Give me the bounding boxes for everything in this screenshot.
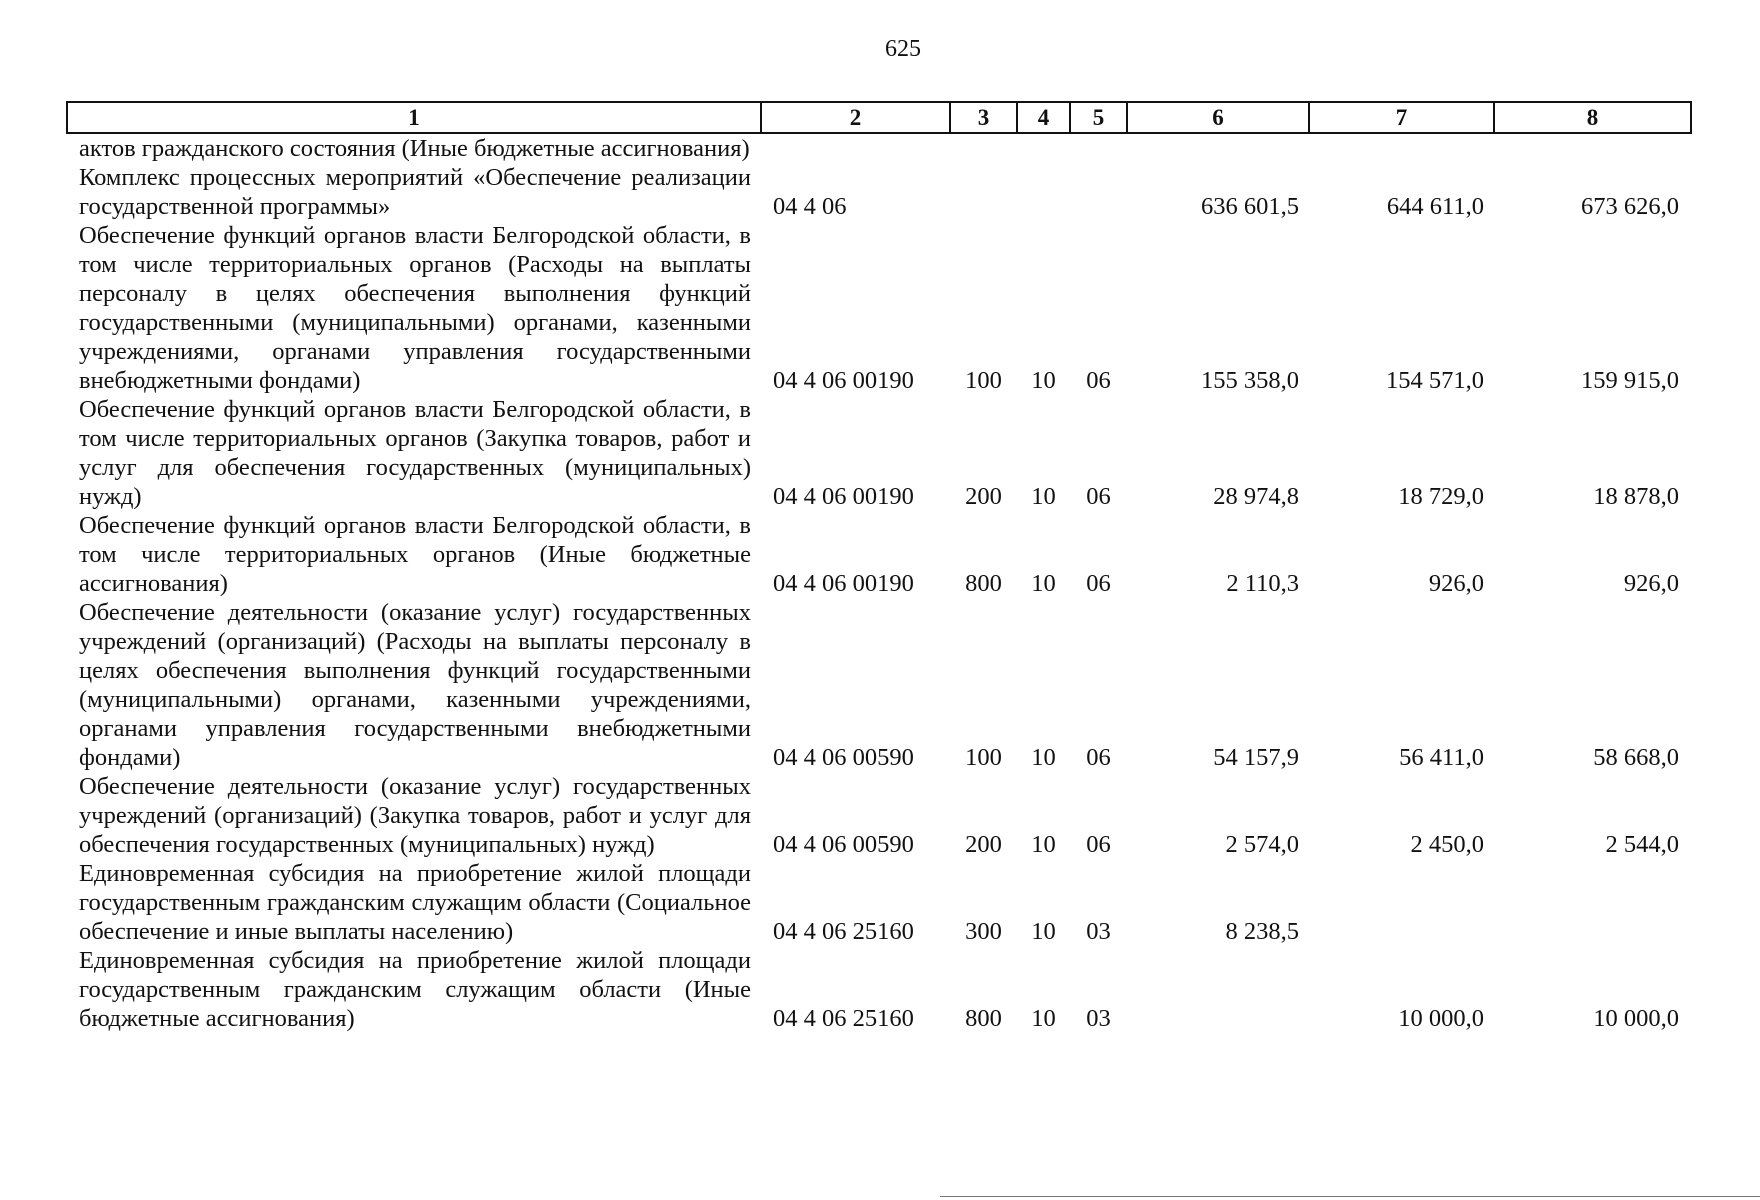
row-code: 04 4 06 00190 xyxy=(773,367,914,394)
row-amount-7: 926,0 xyxy=(1428,570,1484,597)
row-col3: 300 xyxy=(965,918,1002,945)
row-code: 04 4 06 25160 xyxy=(773,1005,914,1032)
row-description: Комплекс процессных мероприятий «Обеспечение реализации государственной программы» xyxy=(79,164,751,220)
row-amount-8: 673 626,0 xyxy=(1581,193,1679,220)
row-description: Обеспечение функций органов власти Белгородской области, в том числе территориальных органов (Расходы на выплаты персоналу в целях обеспечения выполнения функций государственными (муниципальными) органами, казенными учреждениями, органами управления государственными внебюджетными фондами) xyxy=(79,222,751,394)
row-amount-6: 28 974,8 xyxy=(1213,483,1299,510)
row-description: Единовременная субсидия на приобретение жилой площади государственным гражданским служащим области (Социальное обеспечение и иные выплаты населению) xyxy=(79,860,751,945)
row-amount-7: 56 411,0 xyxy=(1399,744,1484,771)
column-header-2: 2 xyxy=(761,102,950,133)
column-header-6: 6 xyxy=(1127,102,1309,133)
row-amount-8 xyxy=(1494,859,1691,946)
column-header-5: 5 xyxy=(1070,102,1127,133)
row-amount-8: 58 668,0 xyxy=(1593,744,1679,771)
row-code: 04 4 06 00590 xyxy=(773,831,914,858)
row-col5 xyxy=(1070,163,1127,221)
row-col3: 200 xyxy=(965,831,1002,858)
column-header-8: 8 xyxy=(1494,102,1691,133)
row-amount-6: 2 110,3 xyxy=(1226,570,1299,597)
row-col3: 100 xyxy=(965,744,1002,771)
row-col5: 06 xyxy=(1086,367,1111,394)
row-col3: 800 xyxy=(965,1005,1002,1032)
row-description: актов гражданского состояния (Иные бюджетные ассигнования) xyxy=(79,135,750,162)
row-col4: 10 xyxy=(1031,831,1056,858)
row-col3: 100 xyxy=(965,367,1002,394)
row-amount-7: 18 729,0 xyxy=(1398,483,1484,510)
row-description: Обеспечение функций органов власти Белгородской области, в том числе территориальных органов (Закупка товаров, работ и услуг для обеспечения государственных (муниципальных) нужд) xyxy=(79,396,751,510)
row-col5: 03 xyxy=(1086,1005,1111,1032)
row-amount-6: 636 601,5 xyxy=(1201,193,1299,220)
table-row xyxy=(67,395,1691,511)
column-header-3: 3 xyxy=(950,102,1017,133)
row-col3: 800 xyxy=(965,570,1002,597)
row-code: 04 4 06 00590 xyxy=(773,744,914,771)
table-row xyxy=(67,221,1691,395)
row-code: 04 4 06 00190 xyxy=(773,483,914,510)
bottom-rule xyxy=(940,1196,1760,1197)
row-amount-6 xyxy=(1127,946,1309,1033)
row-col4: 10 xyxy=(1031,570,1056,597)
row-amount-6 xyxy=(1127,133,1309,163)
row-amount-7 xyxy=(1309,859,1494,946)
table-row xyxy=(67,946,1691,1033)
page-number: 625 xyxy=(885,36,921,62)
row-col4: 10 xyxy=(1031,367,1056,394)
row-description: Обеспечение деятельности (оказание услуг) государственных учреждений (организаций) (Закупка товаров, работ и услуг для обеспечения государственных (муниципальных) нужд) xyxy=(79,773,751,858)
row-amount-8: 10 000,0 xyxy=(1593,1005,1679,1032)
row-amount-7: 2 450,0 xyxy=(1410,831,1484,858)
row-col5: 03 xyxy=(1086,918,1111,945)
row-amount-6: 2 574,0 xyxy=(1225,831,1299,858)
row-col4: 10 xyxy=(1031,483,1056,510)
row-amount-7 xyxy=(1309,133,1494,163)
row-amount-6: 54 157,9 xyxy=(1213,744,1299,771)
budget-table xyxy=(66,101,1692,1033)
column-header-1: 1 xyxy=(67,102,761,133)
table-row xyxy=(67,511,1691,598)
row-col4: 10 xyxy=(1031,744,1056,771)
row-col4: 10 xyxy=(1031,918,1056,945)
row-amount-8: 926,0 xyxy=(1623,570,1679,597)
row-col5: 06 xyxy=(1086,570,1111,597)
table-row xyxy=(67,859,1691,946)
row-col4: 10 xyxy=(1031,1005,1056,1032)
table-row xyxy=(67,598,1691,772)
row-code: 04 4 06 00190 xyxy=(773,570,914,597)
row-amount-6: 8 238,5 xyxy=(1225,918,1299,945)
row-code xyxy=(761,133,950,163)
row-amount-8: 18 878,0 xyxy=(1593,483,1679,510)
row-col3 xyxy=(950,163,1017,221)
table-row xyxy=(67,772,1691,859)
table-row xyxy=(67,163,1691,221)
row-description: Обеспечение функций органов власти Белгородской области, в том числе территориальных органов (Иные бюджетные ассигнования) xyxy=(79,512,751,597)
row-amount-7: 644 611,0 xyxy=(1386,193,1484,220)
row-code: 04 4 06 xyxy=(773,193,847,220)
row-col5: 06 xyxy=(1086,483,1111,510)
row-description: Единовременная субсидия на приобретение жилой площади государственным гражданским служащим области (Иные бюджетные ассигнования) xyxy=(79,947,751,1032)
column-header-7: 7 xyxy=(1309,102,1494,133)
row-amount-8 xyxy=(1494,133,1691,163)
column-header-4: 4 xyxy=(1017,102,1070,133)
table-row xyxy=(67,133,1691,163)
row-amount-8: 159 915,0 xyxy=(1581,367,1679,394)
row-col4 xyxy=(1017,163,1070,221)
row-amount-7: 154 571,0 xyxy=(1386,367,1484,394)
row-col5 xyxy=(1070,133,1127,163)
row-code: 04 4 06 25160 xyxy=(773,918,914,945)
row-col3 xyxy=(950,133,1017,163)
row-amount-7: 10 000,0 xyxy=(1398,1005,1484,1032)
row-amount-8: 2 544,0 xyxy=(1605,831,1679,858)
header-row xyxy=(67,102,1691,133)
row-amount-6: 155 358,0 xyxy=(1201,367,1299,394)
row-col5: 06 xyxy=(1086,744,1111,771)
row-description: Обеспечение деятельности (оказание услуг) государственных учреждений (организаций) (Расходы на выплаты персоналу в целях обеспечения выполнения функций государственными (муниципальными) органами, казенными учреждениями, органами управления государственными внебюджетными фондами) xyxy=(79,599,751,771)
row-col5: 06 xyxy=(1086,831,1111,858)
row-col3: 200 xyxy=(965,483,1002,510)
row-col4 xyxy=(1017,133,1070,163)
